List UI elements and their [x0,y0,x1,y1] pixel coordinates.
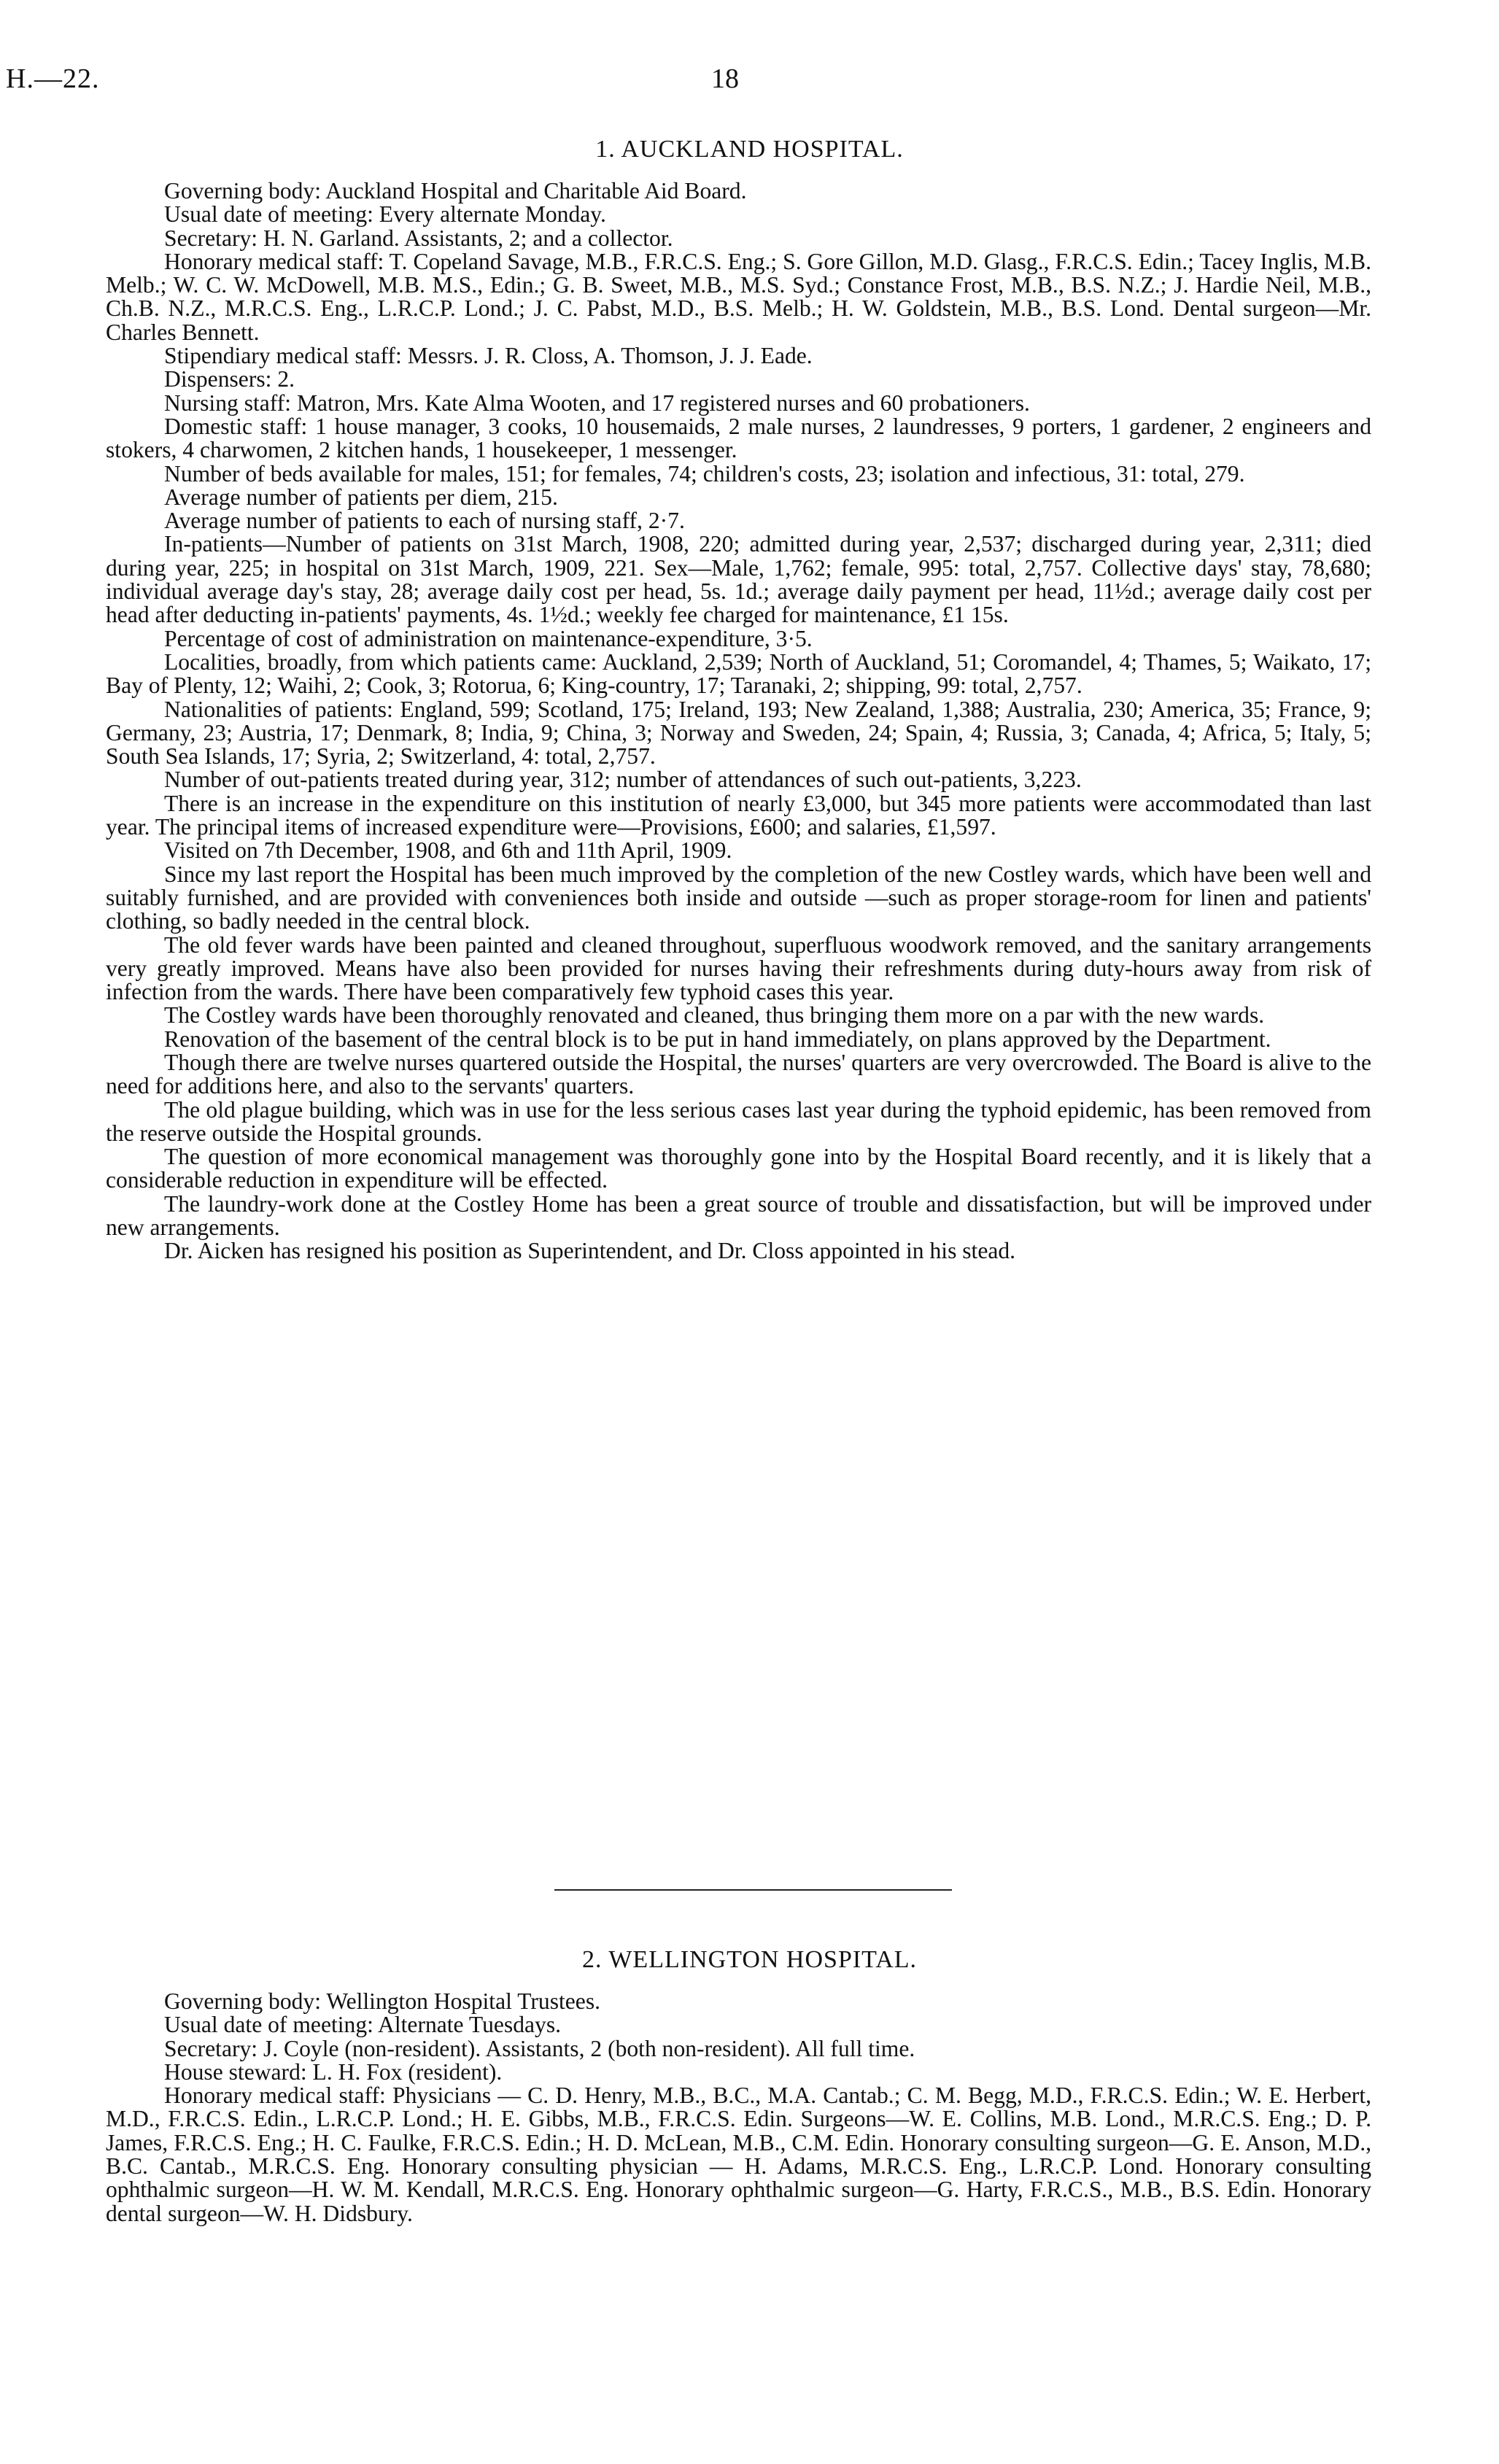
paragraph: Usual date of meeting: Alternate Tuesdays. [164,2012,562,2038]
paragraph: Localities, broadly, from which patients came: Auckland, 2,539; North of Auckland, 51; Coromandel, 4; Thames, 5; Waikato, 17; Bay of Plenty, 12; Waihi, 2; Cook, 3; Rotorua, 6; King-country, 17; Taranaki, 2; shipping, 99: total, 2,757. [106,648,1371,699]
paragraph: Dr. Aicken has resigned his position as Superintendent, and Dr. Closs appointed in his stead. [164,1238,1016,1264]
section-auckland-body [106,179,1371,1263]
paragraph: Usual date of meeting: Every alternate Monday. [164,201,606,228]
paragraph: Nursing staff: Matron, Mrs. Kate Alma Wooten, and 17 registered nurses and 60 probationers. [164,390,1030,416]
paragraph: Honorary medical staff: Physicians — C. D. Henry, M.B., B.C., M.A. Cantab.; C. M. Begg, M.D., F.R.C.S. Edin.; W. E. Herbert, M.D., F.R.C.S. Edin., L.R.C.P. Lond.; H. E. Gibbs, M.B., F.R.C.S. Edin. Surgeons—W. E. Collins, M.B. Lond., M.R.C.S. Eng.; D. P. James, F.R.C.S. Eng.; H. C. Faulke, F.R.C.S. Edin.; H. D. McLean, M.B., C.M. Edin. Honorary consulting surgeon—G. E. Anson, M.D., B.C. Cantab., M.R.C.S. Eng. Honorary consulting physician — H. Adams, M.R.C.S. Eng., L.R.C.P. Lond. Honorary consulting ophthalmic surgeon—H. W. M. Kendall, M.R.C.S. Eng. Honorary ophthalmic surgeon—G. Harty, F.R.C.S., M.B., B.S. Edin. Honorary dental surgeon—W. H. Didsbury. [106,2083,1371,2226]
paragraph: Secretary: J. Coyle (non-resident). Assistants, 2 (both non-resident). All full time. [164,2035,915,2061]
section-divider [554,1889,952,1891]
paragraph: Average number of patients to each of nursing staff, 2·7. [164,508,685,534]
paragraph: Number of out-patients treated during year, 312; number of attendances of such out-patients, 3,223. [164,767,1082,793]
paragraph: Visited on 7th December, 1908, and 6th and 11th April, 1909. [164,837,732,864]
paragraph: Governing body: Wellington Hospital Trustees. [164,1988,601,2014]
paragraph: The laundry-work done at the Costley Home has been a great source of trouble and dissatisfaction, but will be improved under new arrangements. [106,1190,1371,1241]
paragraph: Governing body: Auckland Hospital and Charitable Aid Board. [164,178,747,204]
paragraph: Honorary medical staff: T. Copeland Savage, M.B., F.R.C.S. Eng.; S. Gore Gillon, M.D. Glasg., F.R.C.S. Edin.; Tacey Inglis, M.B. Melb.; W. C. W. McDowell, M.B. M.S., Edin.; G. B. Sweet, M.B., M.S. Syd.; Constance Frost, M.B., B.S. N.Z.; J. Hardie Neil, M.B., Ch.B. N.Z., M.R.C.S. Eng., L.R.C.P. Lond.; J. C. Pabst, M.D., B.S. Melb.; H. W. Goldstein, M.B., B.S. Lond. Dental surgeon—Mr. Charles Bennett. [106,248,1371,345]
paragraph: There is an increase in the expenditure on this institution of nearly £3,000, but 345 more patients were accommodated than last year. The principal items of increased expenditure were—Provisions, £600; and salaries, £1,597. [106,790,1371,840]
paragraph: Nationalities of patients: England, 599; Scotland, 175; Ireland, 193; New Zealand, 1,388; Australia, 230; America, 35; France, 9; Germany, 23; Austria, 17; Denmark, 8; India, 9; China, 3; Norway and Sweden, 24; Spain, 4; Russia, 3; Canada, 4; Africa, 5; Italy, 5; South Sea Islands, 17; Syria, 2; Switzerland, 4: total, 2,757. [106,696,1371,770]
paragraph: The question of more economical management was thoroughly gone into by the Hospital Board recently, and it is likely that a considerable reduction in expenditure will be effected. [106,1144,1371,1193]
paragraph: The old fever wards have been painted and cleaned throughout, superfluous woodwork removed, and the sanitary arrangements very greatly improved. Means have also been provided for nurses having their refreshments during duty-hours away from risk of infection from the wards. There have been comparatively few typhoid cases this year. [106,931,1371,1005]
section-heading-wellington: 2. WELLINGTON HOSPITAL. [581,1946,918,1973]
paragraph: Renovation of the basement of the central block is to be put in hand immediately, on plans approved by the Department. [164,1026,1271,1052]
page-number: 18 [711,63,739,94]
paragraph: Percentage of cost of administration on maintenance-expenditure, 3·5. [164,625,813,651]
paragraph: The old plague building, which was in use for the less serious cases last year during the typhoid epidemic, has been removed from the reserve outside the Hospital grounds. [106,1096,1371,1146]
paragraph: Domestic staff: 1 house manager, 3 cooks, 10 housemaids, 2 male nurses, 2 laundresses, 9 porters, 1 gardener, 2 engineers and stokers, 4 charwomen, 2 kitchen hands, 1 housekeeper, 1 messenger. [106,413,1371,463]
paragraph: Stipendiary medical staff: Messrs. J. R. Closs, A. Thomson, J. J. Eade. [164,343,813,369]
paragraph: Since my last report the Hospital has been much improved by the completion of the new Costley wards, which have been well and suitably furnished, and are provided with conveniences both inside and outside —such as proper storage-room for linen and patients' clothing, so badly needed in the central block. [106,861,1371,934]
section-wellington-body [106,1990,1371,2225]
paragraph: Though there are twelve nurses quartered outside the Hospital, the nurses' quarters are very overcrowded. The Board is alive to the need for additions here, and also to the servants' quarters. [106,1049,1371,1099]
paragraph: Dispensers: 2. [164,366,295,392]
paragraph: In-patients—Number of patients on 31st March, 1908, 220; admitted during year, 2,537; discharged during year, 2,311; died during year, 225; in hospital on 31st March, 1909, 221. Sex—Male, 1,762; female, 995: total, 2,757. Collective days' stay, 78,680; individual average day's stay, 28; average daily cost per head, 5s. 1d.; average daily payment per head, 11½d.; average daily cost per head after deducting in-patients' payments, 4s. 1½d.; weekly fee charged for maintenance, £1 15s. [106,531,1371,628]
page-reference: H.—22. [6,63,100,94]
paragraph: House steward: L. H. Fox (resident). [164,2058,503,2085]
section-heading-auckland: 1. AUCKLAND HOSPITAL. [595,136,904,163]
paragraph: Secretary: H. N. Garland. Assistants, 2; and a collector. [164,225,673,251]
paragraph: Number of beds available for males, 151; for females, 74; children's costs, 23; isolation and infectious, 31: total, 279. [164,460,1245,487]
paragraph: Average number of patients per diem, 215. [164,484,558,510]
paragraph: The Costley wards have been thoroughly renovated and cleaned, thus bringing them more on a par with the new wards. [164,1002,1265,1028]
